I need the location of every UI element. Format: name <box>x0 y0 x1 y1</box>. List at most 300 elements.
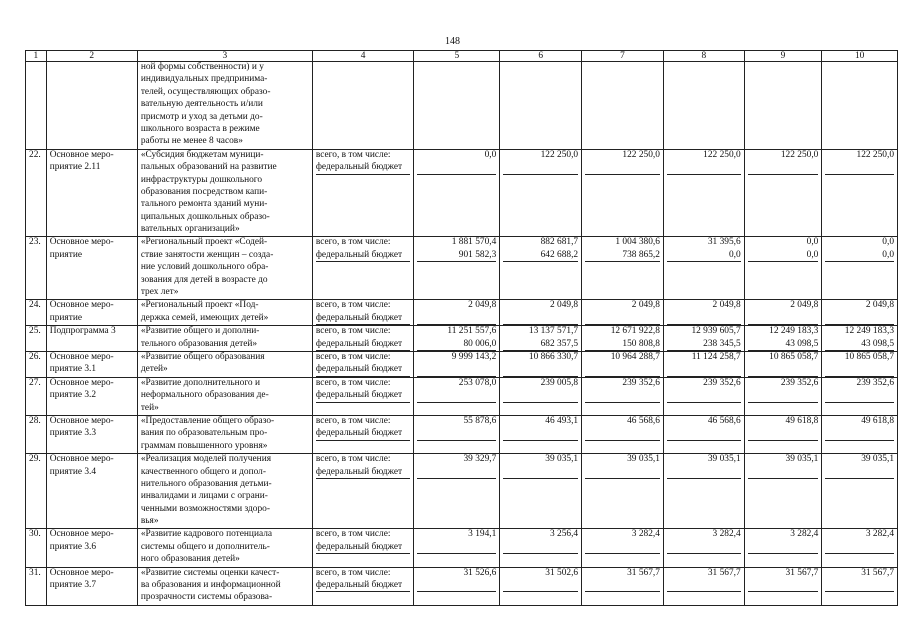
value-line <box>503 364 578 376</box>
table-row <box>26 567 898 605</box>
value-line <box>417 580 496 592</box>
row-number <box>26 351 47 377</box>
value-line <box>825 364 894 376</box>
measure-name <box>46 149 137 237</box>
measure-name-line: приятие 3.3 <box>49 428 97 439</box>
value-cell <box>582 300 664 326</box>
measure-name <box>46 567 137 605</box>
measure-name-line: Основное меро- <box>49 149 114 160</box>
value-line <box>825 542 894 554</box>
value-line: 39 329,7 <box>463 454 497 465</box>
column-number-row <box>26 51 898 62</box>
value-line: 12 249 183,3 <box>844 326 894 337</box>
funding-source-line: федеральный бюджет <box>316 580 410 592</box>
funding-source-line: всего, в том числе: <box>315 529 391 540</box>
description-line: тельного образования детей» <box>140 338 258 349</box>
col-header: 7 <box>582 51 664 62</box>
value-line <box>825 62 894 74</box>
funding-source <box>312 567 413 605</box>
funding-source <box>312 326 413 352</box>
value-line: 3 282,4 <box>712 529 741 540</box>
value-cell <box>582 377 664 415</box>
description-line: «Региональный проект «Под- <box>140 300 259 311</box>
measure-name-line: Основное меро- <box>49 567 114 578</box>
value-line: 239 352,6 <box>703 377 741 388</box>
measure-name <box>46 351 137 377</box>
value-line: 31 395,6 <box>707 237 741 248</box>
value-cell <box>414 567 500 605</box>
description-line: ного образования детей» <box>140 554 240 565</box>
value-line: 55 878,6 <box>463 415 497 426</box>
value-line <box>667 467 741 479</box>
measure-name-line: Основное меро- <box>49 300 114 311</box>
description-line: граммам повышенного уровня» <box>140 440 268 451</box>
row-number-text: 31. <box>29 567 41 578</box>
value-cell <box>744 62 822 150</box>
measure-description <box>137 377 312 415</box>
description-line: индивидуальных предпринима- <box>140 74 268 85</box>
value-line: 150 808,8 <box>585 339 660 351</box>
value-cell <box>822 377 898 415</box>
value-line: 3 256,4 <box>549 529 579 540</box>
value-line: 11 124 258,7 <box>691 351 741 362</box>
value-line: 31 567,7 <box>785 567 819 578</box>
description-line: системы общего и дополнитель- <box>140 541 270 552</box>
measure-name <box>46 300 137 326</box>
value-line <box>417 390 496 402</box>
value-cell <box>744 326 822 352</box>
value-line: 31 502,6 <box>545 567 579 578</box>
value-line <box>667 162 741 174</box>
value-cell <box>414 351 500 377</box>
col-header: 8 <box>663 51 744 62</box>
funding-source <box>312 377 413 415</box>
value-line: 49 618,8 <box>861 415 894 426</box>
row-number <box>26 149 47 237</box>
value-line: 10 964 288,7 <box>610 351 660 362</box>
col-header: 2 <box>46 51 137 62</box>
value-line: 43 098,5 <box>825 339 894 351</box>
row-number <box>26 300 47 326</box>
value-line: 239 005,8 <box>540 377 579 388</box>
value-cell <box>500 300 582 326</box>
value-line <box>417 428 496 440</box>
value-line: 9 999 143,2 <box>451 351 497 362</box>
value-line <box>503 162 578 174</box>
description-line: инвалидами и лицами с ограни- <box>140 491 268 502</box>
col-header: 6 <box>500 51 582 62</box>
value-cell <box>663 62 744 150</box>
table-row <box>26 300 898 326</box>
funding-source-line: федеральный бюджет <box>316 542 410 554</box>
value-cell <box>582 529 664 567</box>
value-line <box>667 313 741 325</box>
measure-name-line: приятие 3.4 <box>49 466 97 477</box>
description-line: зования для детей в возрасте до <box>140 274 268 285</box>
description-line: нительного образования детьми- <box>140 478 272 489</box>
funding-source-line: федеральный бюджет <box>316 390 410 402</box>
value-cell <box>500 149 582 237</box>
col-header: 3 <box>137 51 312 62</box>
value-line <box>503 62 578 74</box>
value-line: 39 035,1 <box>861 454 894 465</box>
value-line: 3 282,4 <box>865 529 894 540</box>
measure-name <box>46 454 137 529</box>
measure-name-line: Подпрограмма 3 <box>49 326 116 337</box>
value-line: 1 881 570,4 <box>451 237 497 248</box>
value-line: 80 006,0 <box>417 339 496 351</box>
measure-description <box>137 567 312 605</box>
value-line <box>748 428 819 440</box>
value-line <box>585 62 660 74</box>
description-line: вательных организаций» <box>140 224 240 235</box>
measure-name-line: Основное меро- <box>49 529 114 540</box>
description-line: ченными возможностями здоро- <box>140 503 270 514</box>
value-cell <box>500 567 582 605</box>
funding-source-line: федеральный бюджет <box>316 339 410 351</box>
table-row <box>26 326 898 352</box>
value-line: 2 049,8 <box>631 300 660 311</box>
col-header: 1 <box>26 51 47 62</box>
value-line: 2 049,8 <box>865 300 894 311</box>
value-cell <box>582 454 664 529</box>
row-number-text: 28. <box>29 415 41 426</box>
value-line <box>748 390 819 402</box>
value-cell <box>822 454 898 529</box>
row-number-text <box>29 62 43 74</box>
value-line: 39 035,1 <box>627 454 660 465</box>
value-line <box>748 542 819 554</box>
value-line: 0,0 <box>806 237 819 248</box>
description-line: «Развитие общего образования <box>140 351 265 362</box>
value-line: 12 939 605,7 <box>691 326 741 337</box>
value-line: 31 567,7 <box>627 567 660 578</box>
value-line: 12 671 922,8 <box>610 326 660 337</box>
value-line <box>825 390 894 402</box>
description-line: «Субсидия бюджетам муници- <box>140 149 264 160</box>
funding-source-line: всего, в том числе: <box>315 300 391 311</box>
description-line: работы не менее 8 часов» <box>140 136 243 147</box>
value-line <box>417 62 496 74</box>
value-line <box>667 428 741 440</box>
value-cell <box>500 351 582 377</box>
description-line: трех лет» <box>140 287 179 298</box>
value-line <box>503 467 578 479</box>
value-line: 738 865,2 <box>585 250 660 262</box>
value-line <box>417 364 496 376</box>
value-cell <box>744 351 822 377</box>
funding-source-line: всего, в том числе: <box>315 149 391 160</box>
value-line <box>417 467 496 479</box>
value-line: 39 035,1 <box>545 454 579 465</box>
value-cell <box>582 237 664 300</box>
value-line: 31 567,7 <box>861 567 894 578</box>
row-number <box>26 62 47 150</box>
description-line: телей, осуществляющих образо- <box>140 86 271 97</box>
value-cell <box>822 415 898 453</box>
description-line: вья» <box>140 516 159 527</box>
funding-source <box>312 149 413 237</box>
description-line: ние условий дошкольного обра- <box>140 262 269 273</box>
measure-name <box>46 326 137 352</box>
description-line: держка семей, имеющих детей» <box>140 312 269 323</box>
value-line <box>825 467 894 479</box>
value-line: 682 357,5 <box>503 339 578 351</box>
measure-description <box>137 529 312 567</box>
value-line <box>585 364 660 376</box>
value-cell <box>582 415 664 453</box>
value-cell <box>822 529 898 567</box>
description-line: качественного общего и допол- <box>140 466 266 477</box>
row-number <box>26 377 47 415</box>
measure-description <box>137 62 312 150</box>
value-cell <box>744 415 822 453</box>
measure-description <box>137 300 312 326</box>
measure-description <box>137 415 312 453</box>
value-line <box>667 390 741 402</box>
description-line: вания по образовательным про- <box>140 428 268 439</box>
value-line: 882 681,7 <box>540 237 579 248</box>
value-line: 10 866 330,7 <box>528 351 579 362</box>
description-line: образования посредством капи- <box>140 186 268 197</box>
funding-source-line: всего, в том числе: <box>315 351 391 362</box>
value-cell <box>822 326 898 352</box>
value-cell <box>822 351 898 377</box>
value-line <box>748 364 819 376</box>
description-line: «Региональный проект «Содей- <box>140 237 268 248</box>
col-header: 4 <box>312 51 413 62</box>
value-line: 39 035,1 <box>785 454 819 465</box>
measure-name <box>46 62 137 150</box>
funding-source-line: всего, в том числе: <box>315 377 391 388</box>
description-line: ной формы собственности) и у <box>140 62 264 72</box>
measure-name <box>46 415 137 453</box>
value-line: 0,0 <box>667 250 741 262</box>
funding-source-line: федеральный бюджет <box>316 428 410 440</box>
value-line <box>585 467 660 479</box>
value-line: 46 568,6 <box>627 415 660 426</box>
value-cell <box>414 377 500 415</box>
value-line: 10 865 058,7 <box>844 351 894 362</box>
value-line <box>825 313 894 325</box>
row-number-text: 30. <box>29 529 41 540</box>
description-line: присмотр и уход за детьми до- <box>140 111 263 122</box>
description-line: пальных образований на развитие <box>140 162 277 173</box>
value-cell <box>500 237 582 300</box>
description-line: ва образования и информационной <box>140 580 281 591</box>
row-number-text: 29. <box>29 454 41 465</box>
value-line: 2 049,8 <box>549 300 579 311</box>
value-line: 3 282,4 <box>790 529 819 540</box>
measure-name <box>46 377 137 415</box>
value-cell <box>582 149 664 237</box>
value-cell <box>744 300 822 326</box>
funding-source <box>312 300 413 326</box>
value-line: 122 250,0 <box>703 149 741 160</box>
funding-source <box>312 529 413 567</box>
value-line <box>503 428 578 440</box>
value-line <box>748 162 819 174</box>
row-number-text: 25. <box>29 326 41 337</box>
value-line <box>503 390 578 402</box>
description-line: детей» <box>140 364 168 375</box>
funding-source <box>312 351 413 377</box>
value-cell <box>822 300 898 326</box>
value-cell <box>414 149 500 237</box>
value-cell <box>582 567 664 605</box>
value-line: 46 568,6 <box>707 415 741 426</box>
measure-name-line: приятие 3.2 <box>49 390 97 401</box>
measure-name-line: приятие 2.11 <box>49 162 101 173</box>
value-line <box>417 162 496 174</box>
value-cell <box>500 62 582 150</box>
value-cell <box>744 377 822 415</box>
value-cell <box>663 351 744 377</box>
value-cell <box>663 567 744 605</box>
description-line: тей» <box>140 402 159 413</box>
measure-description <box>137 351 312 377</box>
value-cell <box>822 237 898 300</box>
row-number-text: 27. <box>29 377 41 388</box>
measure-name-line: приятие <box>49 312 83 323</box>
value-line <box>503 542 578 554</box>
page-number: 148 <box>445 36 460 47</box>
value-line: 3 194,1 <box>468 529 497 540</box>
value-line: 2 049,8 <box>712 300 741 311</box>
value-cell <box>414 62 500 150</box>
measure-name-line: приятие 3.1 <box>49 364 97 375</box>
value-line: 238 345,5 <box>667 339 741 351</box>
value-line: 239 352,6 <box>622 377 660 388</box>
value-line <box>585 313 660 325</box>
value-line <box>585 390 660 402</box>
funding-source-line: всего, в том числе: <box>315 237 391 248</box>
funding-source-line: федеральный бюджет <box>316 313 410 325</box>
value-line: 0,0 <box>882 237 894 248</box>
value-line: 43 098,5 <box>748 339 819 351</box>
value-cell <box>414 300 500 326</box>
row-number-text: 26. <box>29 351 41 362</box>
value-cell <box>744 567 822 605</box>
value-line: 239 352,6 <box>856 377 894 388</box>
value-line: 901 582,3 <box>417 250 496 262</box>
value-line <box>825 428 894 440</box>
value-line <box>667 364 741 376</box>
value-line <box>417 542 496 554</box>
col-header: 5 <box>414 51 500 62</box>
measure-description <box>137 454 312 529</box>
value-cell <box>500 415 582 453</box>
value-line: 46 493,1 <box>545 415 579 426</box>
funding-source-line: всего, в том числе: <box>315 415 391 426</box>
value-line: 122 250,0 <box>622 149 660 160</box>
description-line: «Развитие системы оценки качест- <box>140 567 280 578</box>
table-row <box>26 149 898 237</box>
value-line: 239 352,6 <box>780 377 819 388</box>
funding-source-line: всего, в том числе: <box>315 454 391 465</box>
description-line: инфраструктуры дошкольного <box>140 174 263 185</box>
value-line: 122 250,0 <box>780 149 819 160</box>
value-cell <box>822 149 898 237</box>
value-cell <box>822 62 898 150</box>
value-line: 1 004 380,6 <box>615 237 660 248</box>
value-line <box>825 162 894 174</box>
value-line <box>417 313 496 325</box>
description-line: ципальных дошкольных образо- <box>140 211 270 222</box>
value-line: 122 250,0 <box>540 149 579 160</box>
funding-source <box>312 454 413 529</box>
value-line: 13 137 571,7 <box>528 326 579 337</box>
value-line <box>748 62 819 74</box>
value-line: 31 567,7 <box>707 567 741 578</box>
value-line <box>748 580 819 592</box>
value-cell <box>744 237 822 300</box>
funding-source-line: всего, в том числе: <box>315 567 391 578</box>
row-number <box>26 326 47 352</box>
value-cell <box>663 237 744 300</box>
value-line: 642 688,2 <box>503 250 578 262</box>
value-line: 39 035,1 <box>707 454 741 465</box>
description-line: школьного возраста в режиме <box>140 123 260 134</box>
value-line: 0,0 <box>484 149 497 160</box>
table-row <box>26 529 898 567</box>
value-line: 12 249 183,3 <box>769 326 819 337</box>
value-cell <box>500 529 582 567</box>
value-cell <box>663 300 744 326</box>
description-line: прозрачности системы образова- <box>140 592 273 603</box>
value-line: 2 049,8 <box>790 300 819 311</box>
measure-name <box>46 529 137 567</box>
value-cell <box>414 415 500 453</box>
value-line: 31 526,6 <box>463 567 497 578</box>
description-line: «Развитие кадрового потенциала <box>140 529 273 540</box>
row-number <box>26 454 47 529</box>
row-number <box>26 237 47 300</box>
value-cell <box>663 326 744 352</box>
measure-description <box>137 326 312 352</box>
value-line <box>748 313 819 325</box>
value-line: 11 251 557,6 <box>447 326 497 337</box>
value-line <box>585 542 660 554</box>
value-cell <box>663 529 744 567</box>
value-cell <box>744 454 822 529</box>
funding-source-line: федеральный бюджет <box>316 250 410 262</box>
value-cell <box>744 149 822 237</box>
value-line <box>503 313 578 325</box>
value-line: 0,0 <box>748 250 819 262</box>
row-number-text: 23. <box>29 237 41 248</box>
value-line: 2 049,8 <box>468 300 497 311</box>
funding-source-line: федеральный бюджет <box>316 162 410 174</box>
table-row <box>26 351 898 377</box>
value-line <box>825 580 894 592</box>
value-cell <box>582 351 664 377</box>
row-number <box>26 529 47 567</box>
measure-name-line: приятие 3.7 <box>49 580 97 591</box>
value-cell <box>500 326 582 352</box>
funding-source-line <box>316 62 410 74</box>
value-cell <box>822 567 898 605</box>
value-cell <box>414 529 500 567</box>
row-number-text: 24. <box>29 300 41 311</box>
value-line: 49 618,8 <box>785 415 819 426</box>
value-cell <box>663 415 744 453</box>
table-row <box>26 415 898 453</box>
value-line <box>667 62 741 74</box>
measure-name <box>46 237 137 300</box>
description-line: вательную деятельность и/или <box>140 99 263 110</box>
measure-name-line <box>50 62 134 74</box>
